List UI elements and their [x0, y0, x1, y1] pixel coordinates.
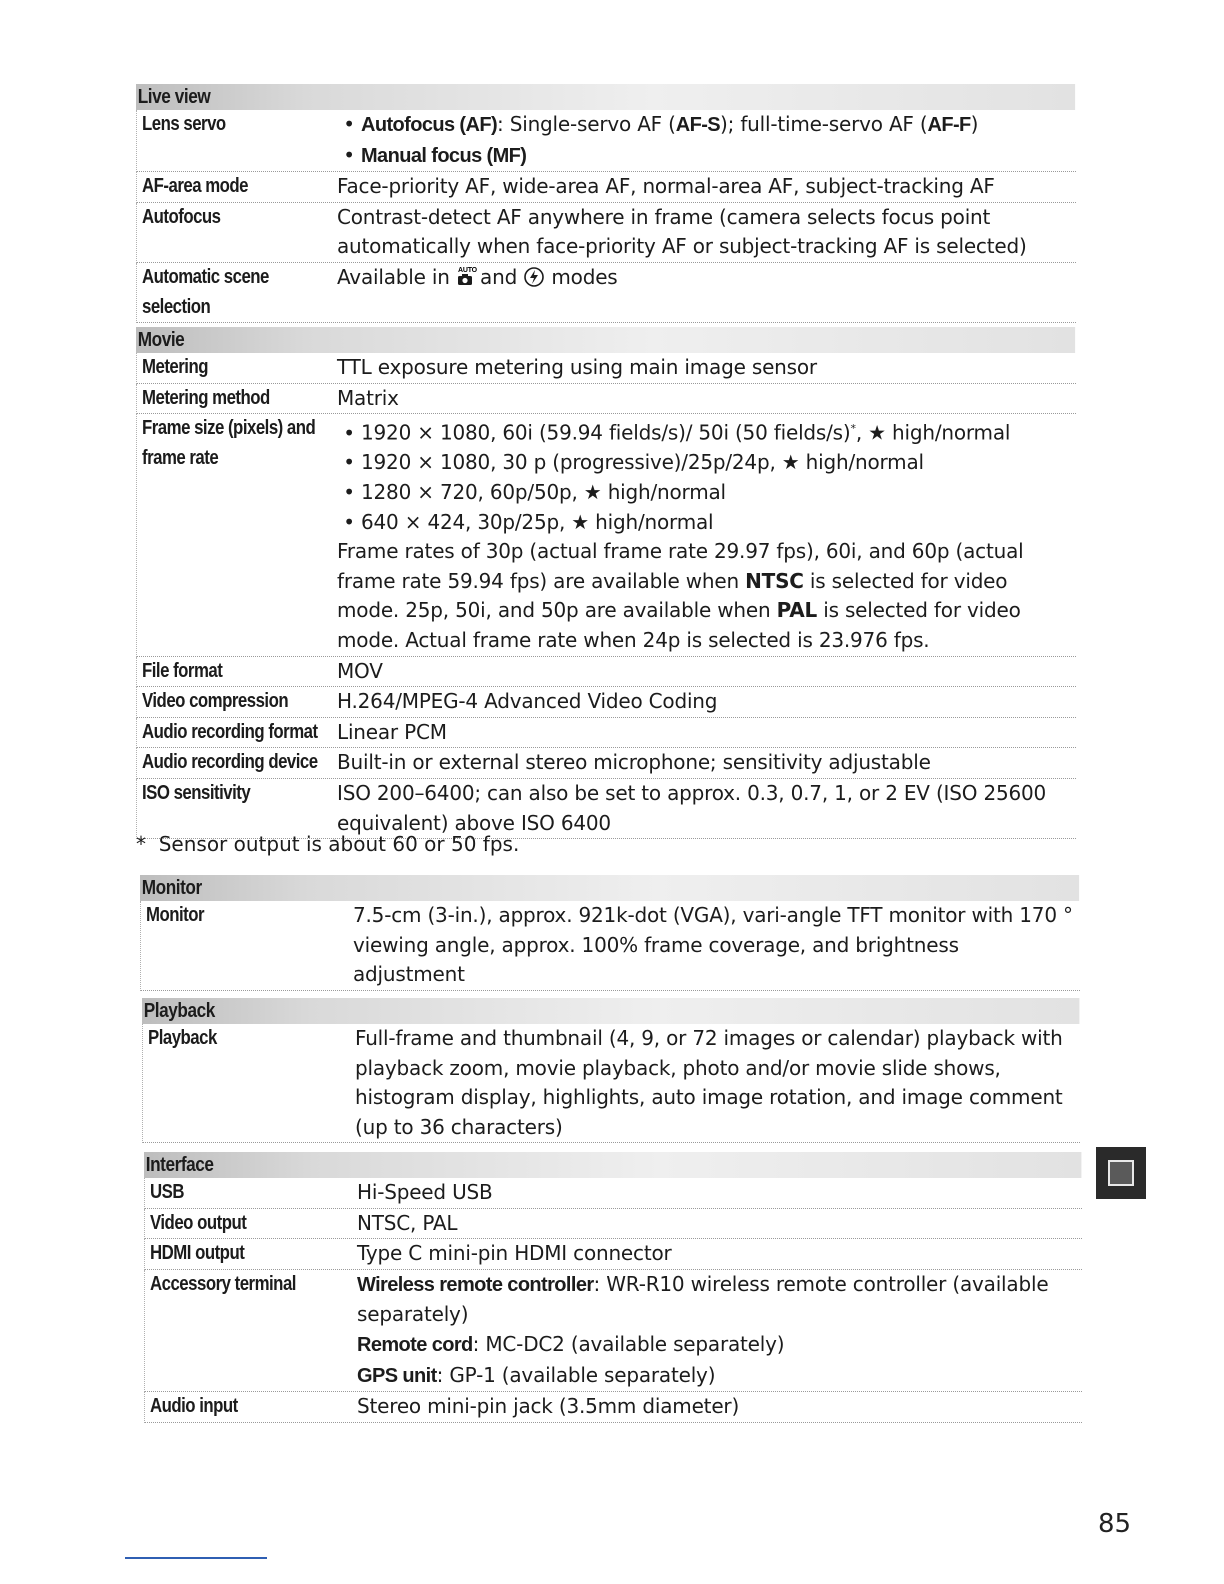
live-view-header: Live view: [136, 84, 1075, 110]
metering-value: TTL exposure metering using main image sensor: [337, 355, 817, 379]
frame-size-label-1: Frame size (pixels) and: [142, 417, 316, 440]
monitor-label: Monitor: [146, 904, 205, 926]
af-area-value: Face-priority AF, wide-area AF, normal-area AF, subject-tracking AF: [337, 174, 995, 199]
lens-servo-af: • Autofocus (AF): Single-servo AF (AF-S); full-time-servo AF (AF-F): [337, 110, 1076, 141]
video-compression-row: [136, 687, 1076, 718]
iso-line1: ISO 200–6400; can also be set to approx. 0.3, 0.7, 1, or 2 EV (ISO 25600: [337, 780, 1047, 805]
metering-label: Metering: [142, 356, 208, 378]
interface-header: Interface: [144, 1152, 1081, 1178]
metering-method-label: Metering method: [142, 386, 270, 409]
footnote-mark: *: [136, 832, 146, 856]
accessory-wr: Wireless remote controller: WR-R10 wireless remote controller (available: [357, 1271, 1049, 1296]
playback-section: [142, 998, 1080, 1143]
frame-size-bullet-2: • 1920 × 1080, 30 p (progressive)/25p/24p, ★ high/normal: [337, 448, 1076, 478]
monitor-line2: viewing angle, approx. 100% frame coverage, and brightness: [353, 932, 959, 957]
frame-size-label-2: frame rate: [142, 446, 219, 469]
live-view-section: [136, 84, 1076, 323]
accessory-wr-2: separately): [357, 1302, 469, 1327]
scene-row: [136, 263, 1076, 323]
svg-text:AUTO: AUTO: [457, 266, 477, 274]
audio-input-value: Stereo mini-pin jack (3.5mm diameter): [357, 1394, 740, 1419]
monitor-header: Monitor: [140, 875, 1079, 901]
audio-format-label: Audio recording format: [142, 720, 318, 743]
monitor-section: [140, 875, 1080, 991]
playback-label: Playback: [148, 1027, 217, 1049]
hdmi-label: HDMI output: [150, 1242, 245, 1265]
lens-servo-mf: • Manual focus (MF): [337, 141, 1076, 172]
audio-device-value: Built-in or external stereo microphone; sensitivity adjustable: [337, 750, 931, 775]
hdmi-value: Type C mini-pin HDMI connector: [357, 1241, 672, 1266]
video-output-label: Video output: [150, 1211, 247, 1234]
frame-rate-note-3: mode. 25p, 50i, and 50p are available when PAL is selected for video: [337, 598, 1021, 623]
autofocus-line1: Contrast-detect AF anywhere in frame (camera selects focus point: [337, 204, 991, 229]
movie-section: [136, 327, 1076, 839]
scene-label-2: selection: [142, 295, 211, 318]
playback-header: Playback: [142, 998, 1079, 1024]
frame-size-bullet-1: • 1920 × 1080, 60i (59.94 fields/s)/ 50i (50 fields/s)*, ★ high/normal: [337, 414, 1076, 448]
audio-format-row: [136, 718, 1076, 749]
auto-mode-icon: [456, 265, 477, 287]
page-number: 85: [1098, 1509, 1132, 1539]
usb-value: Hi-Speed USB: [357, 1180, 493, 1204]
playback-row: [142, 1024, 1080, 1143]
playback-line2: playback zoom, movie playback, photo and/or movie slide shows,: [355, 1055, 1001, 1080]
frame-size-row: [136, 414, 1076, 656]
file-format-value: MOV: [337, 658, 383, 683]
video-output-row: [144, 1209, 1082, 1240]
no-flash-mode-icon: [523, 266, 545, 288]
usb-row: [144, 1178, 1082, 1209]
audio-format-value: Linear PCM: [337, 719, 447, 744]
accessory-gps: GPS unit: GP-1 (available separately): [357, 1362, 716, 1387]
af-area-row: [136, 172, 1076, 203]
playback-line4: (up to 36 characters): [355, 1114, 563, 1139]
autofocus-label: Autofocus: [142, 205, 221, 228]
metering-method-row: [136, 384, 1076, 415]
scene-label-1: Automatic scene: [142, 265, 269, 288]
monitor-line3: adjustment: [353, 962, 465, 987]
footer-rule: [125, 1557, 267, 1559]
audio-device-label: Audio recording device: [142, 751, 318, 774]
reference-tab-mark: [1108, 1160, 1134, 1186]
audio-input-row: [144, 1392, 1082, 1423]
frame-size-bullet-4: • 640 × 424, 30p/25p, ★ high/normal: [337, 508, 1076, 538]
accessory-label: Accessory terminal: [150, 1272, 296, 1295]
video-output-value: NTSC, PAL: [357, 1210, 458, 1235]
movie-header: Movie: [136, 327, 1075, 353]
video-compression-value: H.264/MPEG-4 Advanced Video Coding: [337, 689, 718, 714]
lens-servo-label: Lens servo: [142, 113, 226, 135]
interface-section: [144, 1152, 1082, 1423]
scene-value: Available in AUTO and modes: [337, 264, 618, 289]
autofocus-line2: automatically when face-priority AF or subject-tracking AF is selected): [337, 234, 1027, 259]
reference-tab-icon: [1096, 1147, 1146, 1199]
file-format-label: File format: [142, 659, 223, 682]
frame-rate-note-2: frame rate 59.94 fps) are available when NTSC is selected for video: [337, 568, 1008, 593]
playback-line1: Full-frame and thumbnail (4, 9, or 72 images or calendar) playback with: [355, 1026, 1063, 1050]
autofocus-row: [136, 203, 1076, 263]
playback-line3: histogram display, highlights, auto image rotation, and image comment: [355, 1085, 1063, 1110]
hdmi-row: [144, 1239, 1082, 1270]
audio-input-label: Audio input: [150, 1395, 238, 1418]
video-compression-label: Video compression: [142, 690, 289, 713]
iso-label: ISO sensitivity: [142, 781, 251, 804]
lens-servo-row: [136, 110, 1076, 172]
monitor-line1: 7.5-cm (3-in.), approx. 921k-dot (VGA), vari-angle TFT monitor with 170 °: [353, 903, 1073, 927]
accessory-row: [144, 1270, 1082, 1392]
audio-device-row: [136, 748, 1076, 779]
frame-rate-note-4: mode. Actual frame rate when 24p is selected is 23.976 fps.: [337, 628, 930, 652]
file-format-row: [136, 657, 1076, 688]
usb-label: USB: [150, 1181, 184, 1203]
accessory-rc: Remote cord: MC-DC2 (available separately): [357, 1331, 785, 1356]
af-area-label: AF-area mode: [142, 175, 248, 198]
frame-size-bullet-3: • 1280 × 720, 60p/50p, ★ high/normal: [337, 478, 1076, 508]
footnote-text: Sensor output is about 60 or 50 fps.: [158, 832, 520, 856]
frame-rate-note-1: Frame rates of 30p (actual frame rate 29.97 fps), 60i, and 60p (actual: [337, 539, 1024, 564]
metering-method-value: Matrix: [337, 385, 399, 410]
metering-row: [136, 353, 1076, 384]
footnote: [136, 830, 519, 859]
iso-line2: equivalent) above ISO 6400: [337, 810, 611, 835]
monitor-row: [140, 901, 1080, 991]
